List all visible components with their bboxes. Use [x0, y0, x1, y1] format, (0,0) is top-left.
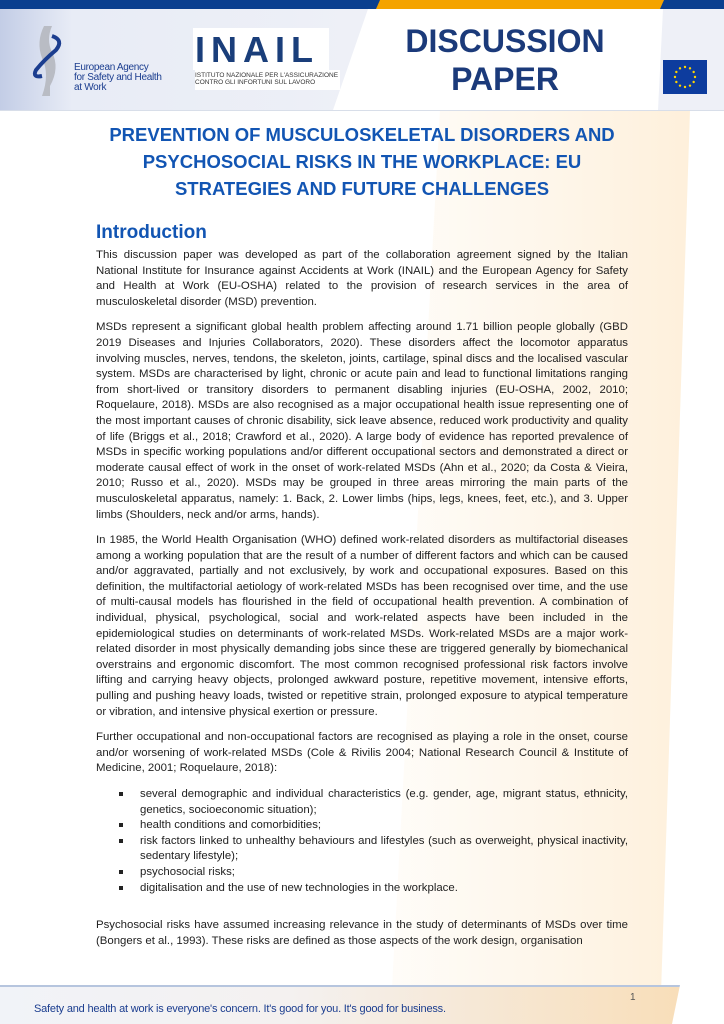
paragraph: Psychosocial risks have assumed increasing relevance in the study of determinants of MSDs over time (Bongers et al., 1993). These risks are defined as those aspects of the work design, organisation	[96, 919, 628, 947]
document-type-line: DISCUSSION	[405, 23, 605, 59]
document-title: PREVENTION OF MUSCULOSKELETAL DISORDERS AND PSYCHOSOCIAL RISKS IN THE WORKPLACE: EU STRATEGIES AND FUTURE CHALLENGES	[109, 124, 615, 199]
agency-name-line: at Work	[74, 82, 107, 93]
document-type-line: PAPER	[451, 61, 559, 97]
agency-name-line: European Agency	[74, 62, 149, 73]
footer-edge	[672, 985, 724, 1024]
agency-name	[74, 63, 162, 93]
body-text	[96, 248, 628, 959]
eu-star-icon	[692, 71, 694, 73]
eu-star-icon	[675, 71, 677, 73]
eu-star-icon	[679, 67, 681, 69]
list-item: health conditions and comorbidities;	[140, 818, 628, 834]
list-item: psychosocial risks;	[140, 865, 628, 881]
paragraph: MSDs represent a significant global health problem affecting around 1.71 billion people globally (GBD 2019 Diseases and Injuries Collaborators, 2020). These disorders affect the locomotor apparatus involving muscles, nerves, tendons, the skeleton, joints, cartilage, spinal discs and the localised vascular system. MSDs are characterised by light, chronic or acute pain and lead to functional limitations ranging from short-lived or transitory disorders to permanent disabling injuries (EU-OSHA, 2002, 2010; Roquelaure, 2018). MSDs are also recognised as a major occupational health issue representing one of the most important causes of chronic disability, sick leave absence, reduced work productivity and quality of life (Briggs et al., 2018; Crawford et al., 2020). A large body of evidence has reported prevalence of MSDs in specific working populations and/or different occupational sectors and demonstrated a direct or moderate causal effect of work in the onset of work-related MSDs (Ahn et al., 2020; da Costa & Vieira, 2010; Russo et al., 2020). MSDs may be grouped in three areas mirroring the main parts of the musculoskeletal apparatus, namely: 1. Back, 2. Lower limbs (hips, legs, knees, feet, etc.), and 3. Upper limbs (Shoulders, neck and/or arms, hands).	[96, 321, 628, 521]
eu-star-icon	[675, 81, 677, 83]
list-item: risk factors linked to unhealthy behaviours and lifestyles (such as overweight, physical inactivity, sedentary lifestyle);	[140, 834, 628, 865]
factor-list	[96, 787, 628, 896]
eu-star-icon	[674, 76, 676, 78]
paragraph: Further occupational and non-occupational factors are recognised as playing a role in the onset, course and/or worsening of work-related MSDs (Cole & Rivilis 2004; National Research Council & Institute of Medicine, 2001; Roquelaure, 2018):	[96, 731, 628, 775]
eu-star-icon	[694, 76, 696, 78]
eu-star-icon	[689, 67, 691, 69]
top-bar-accent	[376, 0, 664, 9]
eu-star-icon	[684, 66, 686, 68]
paragraph: This discussion paper was developed as part of the collaboration agreement signed by the Italian National Institute for Insurance against Accidents at Work (INAIL) and the European Agency for Safety and Health at Work (EU-OSHA) related to the provision of research services in the area of musculoskeletal disorder (MSD) prevention.	[96, 249, 628, 308]
eu-star-icon	[692, 81, 694, 83]
section-heading: Introduction	[96, 222, 207, 243]
eu-star-icon	[684, 86, 686, 88]
inail-logo: INAIL	[195, 29, 319, 70]
agency-name-line: for Safety and Health	[74, 72, 162, 83]
paragraph: In 1985, the World Health Organisation (WHO) defined work-related disorders as multifactorial diseases among a working population that are the result of a number of different factors and which can be caused and/or aggravated, partially and not exclusively, by work and occupational exposures. Based on this definition, the multifactorial aetiology of work-related MSDs has been recognised over time, and the use of multi-causal models has flourished in the field of occupational health prevention. A combination of individual, physical, psychological, social and work-related aspects have been included in the epidemiological studies on determinants of work-related MSDs. Work-related MSDs are a major work-related disorder in most physically demanding jobs since these are triggered generally by biomechanical overstrains and ergonomic discomfort. The most common recognised professional risk factors involve lifting and carrying heavy objects, prolonged awkward posture, repetitive movement, intensive efforts, pulling and pushing heavy loads, twisted or repetitive strain, prolonged exposure to atypical temperature or vibration, and intensive physical exertion or pressure.	[96, 534, 628, 718]
eu-star-icon	[679, 84, 681, 86]
footer-slogan: Safety and health at work is everyone's concern. It's good for you. It's good for business.	[34, 1003, 446, 1015]
inail-subtitle	[195, 70, 340, 90]
list-item: several demographic and individual characteristics (e.g. gender, age, migrant status, ethnicity, genetics, socioeconomic situation);	[140, 787, 628, 818]
eu-flag-icon	[663, 60, 707, 94]
document-type	[390, 22, 620, 98]
inail-subtitle-line: CONTRO GLI INFORTUNI SUL LAVORO	[195, 79, 316, 86]
page-number: 1	[630, 992, 636, 1003]
inail-subtitle-line: ISTITUTO NAZIONALE PER L'ASSICURAZIONE	[195, 72, 339, 79]
eu-star-icon	[689, 84, 691, 86]
list-item: digitalisation and the use of new technologies in the workplace.	[140, 881, 628, 897]
